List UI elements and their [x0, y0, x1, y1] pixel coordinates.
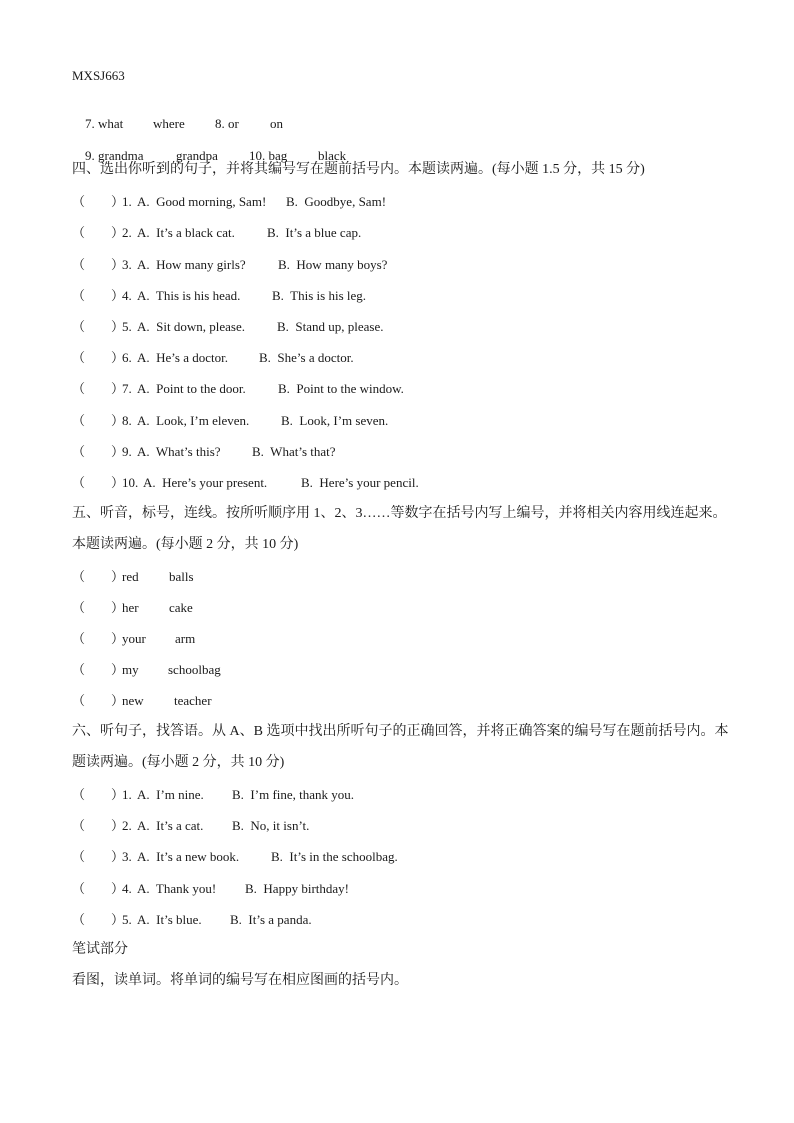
item-number: 6.: [122, 350, 132, 365]
list-item: [72, 319, 384, 335]
section5-title: 五、听音，标号，连线。按所听顺序用 1、2、3……等数字在括号内写上编号，并将相关内容用线连起来。: [72, 506, 727, 521]
answer-paren: （ ）: [72, 288, 125, 303]
option-a: A. Sit down, please.: [137, 319, 245, 334]
item-number: 5.: [122, 912, 132, 927]
answer-paren: （ ）: [72, 600, 125, 615]
answer-word: 9. grandma: [85, 148, 144, 163]
item-number: 9.: [122, 444, 132, 459]
answer-paren: （ ）: [72, 257, 125, 272]
option-b: B. Here’s your pencil.: [301, 475, 419, 490]
list-item: [72, 444, 336, 460]
option-b: B. No, it isn’t.: [232, 818, 310, 833]
doc-id: MXSJ663: [72, 68, 125, 83]
match-left: her: [122, 600, 139, 615]
answer-word: where: [153, 116, 185, 131]
option-a: A. I’m nine.: [137, 787, 204, 802]
match-left: your: [122, 631, 146, 646]
option-a: A. It’s a black cat.: [137, 225, 235, 240]
option-a: A. Here’s your present.: [143, 475, 268, 490]
section6-title-cont: 题读两遍。(每小题 2 分，共 10 分): [72, 755, 285, 770]
answer-paren: （ ）: [72, 912, 125, 927]
answer-paren: （ ）: [72, 631, 125, 646]
option-b: B. Look, I’m seven.: [281, 413, 389, 428]
item-number: 3.: [122, 849, 132, 864]
list-item: [72, 194, 386, 210]
match-right: arm: [175, 631, 196, 646]
list-item: [72, 693, 212, 709]
option-b: B. Stand up, please.: [277, 319, 384, 334]
answer-word: on: [270, 116, 283, 131]
answer-word: grandpa: [176, 148, 218, 163]
answer-paren: （ ）: [72, 413, 125, 428]
item-number: 2.: [122, 818, 132, 833]
item-number: 10.: [122, 475, 139, 490]
answer-paren: （ ）: [72, 881, 125, 896]
match-left: my: [122, 662, 139, 677]
item-number: 5.: [122, 319, 132, 334]
option-a: A. How many girls?: [137, 257, 246, 272]
option-b: B. What’s that?: [252, 444, 336, 459]
list-item: [72, 475, 419, 491]
answer-paren: （ ）: [72, 693, 125, 708]
answer-paren: （ ）: [72, 350, 125, 365]
list-item: [72, 257, 387, 273]
match-right: schoolbag: [168, 662, 221, 677]
answer-paren: （ ）: [72, 475, 125, 490]
option-a: A. It’s blue.: [137, 912, 202, 927]
answer-paren: （ ）: [72, 787, 125, 802]
answer-word: 8. or: [215, 116, 239, 131]
item-number: 2.: [122, 225, 132, 240]
option-a: A. It’s a new book.: [137, 849, 240, 864]
list-item: [72, 662, 221, 678]
option-b: B. She’s a doctor.: [259, 350, 354, 365]
item-number: 1.: [122, 194, 132, 209]
option-b: B. This is his leg.: [272, 288, 367, 303]
option-a: A. He’s a doctor.: [137, 350, 228, 365]
answer-paren: （ ）: [72, 194, 125, 209]
option-a: A. Thank you!: [137, 881, 217, 896]
item-number: 7.: [122, 381, 132, 396]
option-b: B. Point to the window.: [278, 381, 404, 396]
match-left: new: [122, 693, 144, 708]
answer-paren: （ ）: [72, 569, 125, 584]
option-a: A. Point to the door.: [137, 381, 246, 396]
match-right: balls: [169, 569, 194, 584]
match-right: teacher: [174, 693, 212, 708]
answer-paren: （ ）: [72, 319, 125, 334]
list-item: [72, 600, 193, 616]
option-b: B. It’s in the schoolbag.: [271, 849, 398, 864]
answer-paren: （ ）: [72, 662, 125, 677]
item-number: 4.: [122, 881, 132, 896]
option-b: B. I’m fine, thank you.: [232, 787, 355, 802]
option-a: A. It’s a cat.: [137, 818, 204, 833]
option-b: B. It’s a panda.: [230, 912, 312, 927]
list-item: [72, 350, 354, 366]
option-b: B. Goodbye, Sam!: [286, 194, 387, 209]
written-heading: 笔试部分: [72, 942, 128, 957]
item-number: 3.: [122, 257, 132, 272]
list-item: [72, 912, 312, 928]
list-item: [72, 288, 366, 304]
option-a: A. Good morning, Sam!: [137, 194, 267, 209]
section6-title: 六、听句子，找答语。从 A、B 选项中找出所听句子的正确回答，并将正确答案的编号写在题前括号内。本: [72, 724, 729, 739]
list-item: [72, 413, 388, 429]
answer-paren: （ ）: [72, 849, 125, 864]
option-a: A. This is his head.: [137, 288, 241, 303]
list-item: [72, 787, 354, 803]
answer-paren: （ ）: [72, 225, 125, 240]
option-b: B. It’s a blue cap.: [267, 225, 362, 240]
option-a: A. Look, I’m eleven.: [137, 413, 250, 428]
item-number: 1.: [122, 787, 132, 802]
list-item: [72, 849, 398, 865]
item-number: 8.: [122, 413, 132, 428]
list-item: [72, 818, 309, 834]
section4-title: 四、选出你听到的句子，并将其编号写在题前括号内。本题读两遍。(每小题 1.5 分，共 15 分): [72, 162, 645, 177]
written-instruction: 看图，读单词。将单词的编号写在相应图画的括号内。: [72, 973, 408, 988]
list-item: [72, 631, 195, 647]
answer-paren: （ ）: [72, 381, 125, 396]
match-right: cake: [169, 600, 193, 615]
answer-paren: （ ）: [72, 444, 125, 459]
option-b: B. How many boys?: [278, 257, 388, 272]
option-b: B. Happy birthday!: [245, 881, 349, 896]
option-a: A. What’s this?: [137, 444, 221, 459]
answer-word: 10. bag: [249, 148, 288, 163]
item-number: 4.: [122, 288, 132, 303]
section5-title-cont: 本题读两遍。(每小题 2 分，共 10 分): [72, 537, 299, 552]
answer-word: black: [318, 148, 347, 163]
list-item: [72, 881, 349, 897]
match-left: red: [122, 569, 139, 584]
list-item: [72, 225, 361, 241]
answer-word: 7. what: [85, 116, 124, 131]
answer-paren: （ ）: [72, 818, 125, 833]
list-item: [72, 569, 194, 585]
list-item: [72, 381, 404, 397]
